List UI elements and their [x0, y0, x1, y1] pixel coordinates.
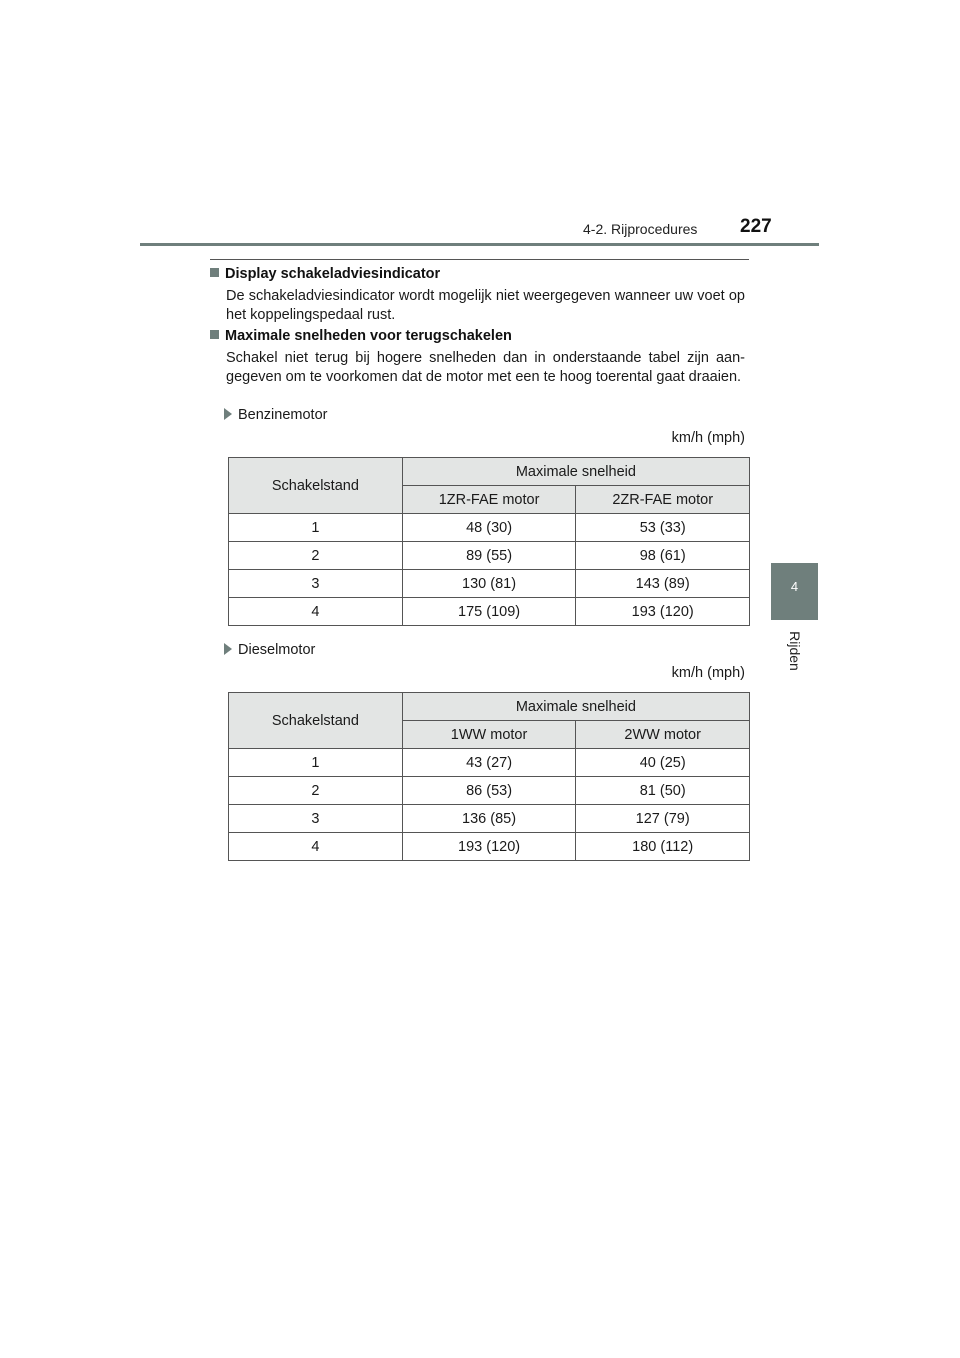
- unit-label-petrol: km/h (mph): [671, 430, 745, 446]
- speed-cell: 180 (112): [576, 833, 750, 861]
- speed-cell: 143 (89): [576, 570, 750, 598]
- speed-cell: 193 (120): [576, 598, 750, 626]
- header-gear-position: Schakelstand: [229, 458, 403, 514]
- section-breadcrumb: 4-2. Rijprocedures: [583, 221, 698, 237]
- speed-cell: 130 (81): [402, 570, 576, 598]
- content-divider: [210, 259, 749, 260]
- section-heading-max-speeds: [210, 328, 512, 344]
- header-gear-position: Schakelstand: [229, 693, 403, 749]
- section-paragraph-max-speeds: Schakel niet terug bij hogere snelheden dan in onderstaande tabel zijn aan-gegeven om te voorkomen dat de motor met een te hoog toerental gaat draaien.: [226, 350, 745, 385]
- table-row: [229, 598, 750, 626]
- table-row: [229, 749, 750, 777]
- table-row: [229, 514, 750, 542]
- speed-cell: 53 (33): [576, 514, 750, 542]
- chapter-tab: [771, 563, 818, 620]
- chapter-tab-label: Rijden: [787, 631, 803, 671]
- triangle-bullet-icon: [224, 408, 232, 420]
- page-number: 227: [740, 216, 772, 237]
- header-engine-1: 1ZR-FAE motor: [402, 486, 576, 514]
- section-paragraph-shift-indicator: De schakeladviesindicator wordt mogelijk niet weergegeven wanneer uw voet op het koppelingspedaal rust.: [226, 288, 745, 323]
- gear-cell: 3: [229, 805, 403, 833]
- table-header-row: [229, 693, 750, 721]
- table-row: [229, 805, 750, 833]
- header-max-speed: Maximale snelheid: [402, 458, 749, 486]
- unit-label-diesel: km/h (mph): [671, 665, 745, 681]
- gear-cell: 1: [229, 749, 403, 777]
- section-heading-shift-indicator: [210, 266, 440, 282]
- speed-cell: 81 (50): [576, 777, 750, 805]
- petrol-speed-table: [228, 457, 750, 626]
- header-divider: [140, 243, 819, 246]
- header-engine-2: 2ZR-FAE motor: [576, 486, 750, 514]
- speed-cell: 193 (120): [402, 833, 576, 861]
- gear-cell: 2: [229, 542, 403, 570]
- gear-cell: 1: [229, 514, 403, 542]
- table-row: [229, 570, 750, 598]
- speed-cell: 136 (85): [402, 805, 576, 833]
- subheading-petrol: [224, 407, 327, 423]
- speed-cell: 86 (53): [402, 777, 576, 805]
- section-heading-text: Maximale snelheden voor terugschakelen: [225, 328, 512, 344]
- speed-cell: 40 (25): [576, 749, 750, 777]
- speed-cell: 89 (55): [402, 542, 576, 570]
- gear-cell: 3: [229, 570, 403, 598]
- subheading-text: Benzinemotor: [238, 407, 328, 423]
- gear-cell: 4: [229, 833, 403, 861]
- table-row: [229, 542, 750, 570]
- header-max-speed: Maximale snelheid: [402, 693, 749, 721]
- table-header-row: [229, 458, 750, 486]
- square-bullet-icon: [210, 268, 219, 277]
- table-row: [229, 777, 750, 805]
- square-bullet-icon: [210, 330, 219, 339]
- speed-cell: 43 (27): [402, 749, 576, 777]
- header-engine-1: 1WW motor: [402, 721, 576, 749]
- speed-cell: 127 (79): [576, 805, 750, 833]
- diesel-speed-table: [228, 692, 750, 861]
- triangle-bullet-icon: [224, 643, 232, 655]
- header-engine-2: 2WW motor: [576, 721, 750, 749]
- chapter-tab-number: 4: [790, 579, 799, 594]
- subheading-diesel: [224, 642, 315, 658]
- table-row: [229, 833, 750, 861]
- subheading-text: Dieselmotor: [238, 642, 316, 658]
- section-heading-text: Display schakeladviesindicator: [225, 266, 441, 282]
- speed-cell: 98 (61): [576, 542, 750, 570]
- speed-cell: 175 (109): [402, 598, 576, 626]
- gear-cell: 4: [229, 598, 403, 626]
- speed-cell: 48 (30): [402, 514, 576, 542]
- gear-cell: 2: [229, 777, 403, 805]
